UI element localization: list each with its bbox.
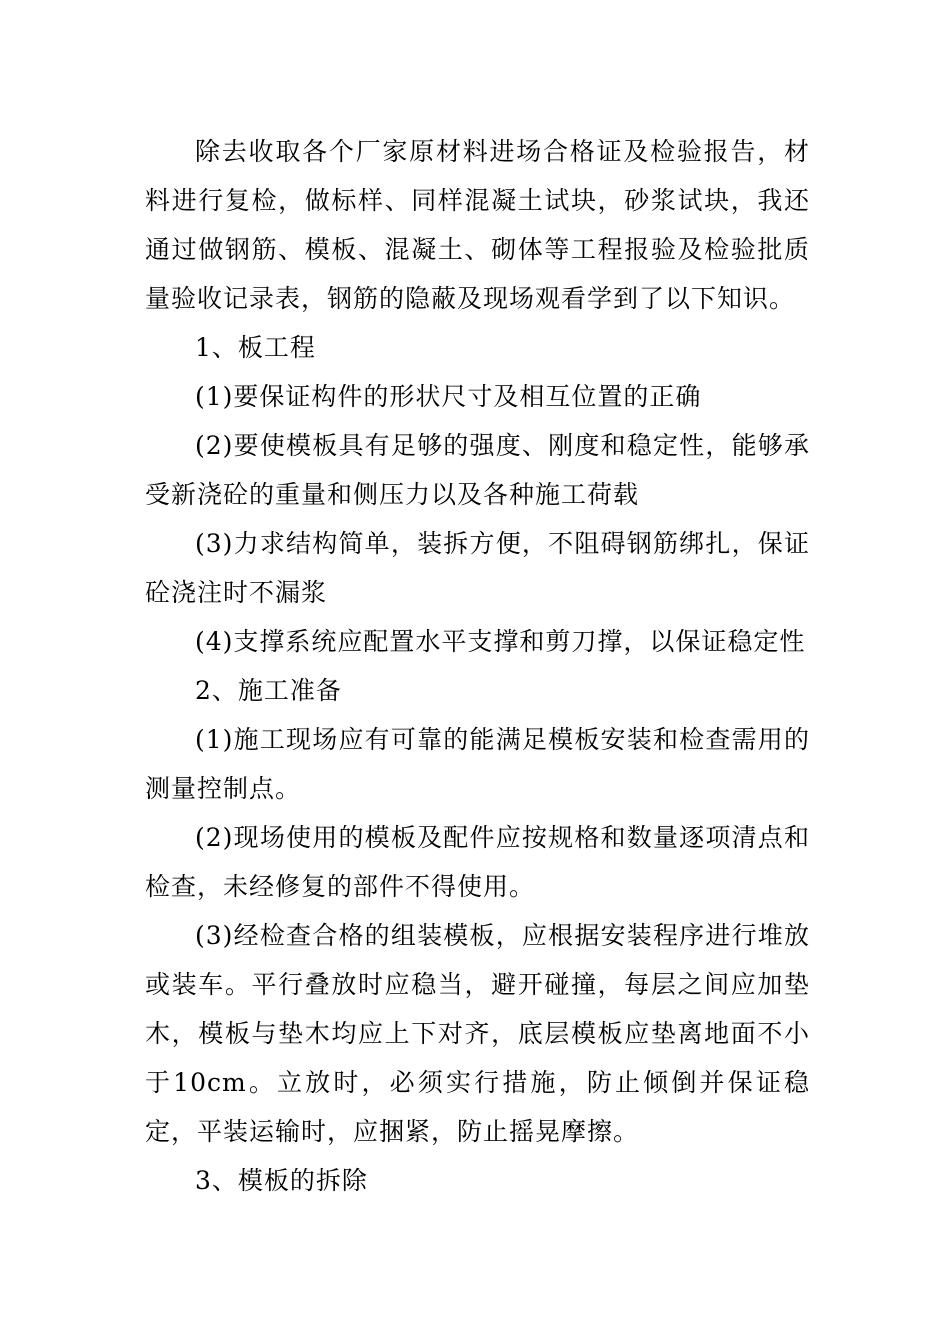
list-item-formwork-1: (1)要保证构件的形状尺寸及相互位置的正确 — [195, 382, 702, 411]
list-item-preparation-2: (2)现场使用的模板及配件应按规格和数量逐项清点和检查，未经修复的部件不得使用。 — [145, 823, 810, 901]
list-item-formwork-2: (2)要使模板具有足够的强度、刚度和稳定性，能够承受新浇砼的重量和侧压力以及各种施工荷载 — [145, 431, 810, 509]
paragraph-intro: 除去收取各个厂家原材料进场合格证及检验报告，材料进行复检，做标样、同样混凝土试块，砂浆试块，我还通过做钢筋、模板、混凝土、砌体等工程报验及检验批质量验收记录表，钢筋的隐蔽及现场观看学到了以下知识。 — [145, 137, 810, 313]
heading-formwork-engineering: 1、板工程 — [195, 333, 316, 362]
heading-construction-preparation: 2、施工准备 — [195, 676, 342, 705]
list-item-formwork-4: (4)支撑系统应配置水平支撑和剪刀撑，以保证稳定性 — [195, 627, 806, 656]
document-body — [145, 127, 810, 1205]
list-item-preparation-1: (1)施工现场应有可靠的能满足模板安装和检查需用的测量控制点。 — [145, 725, 810, 803]
list-item-formwork-3: (3)力求结构简单，装拆方便，不阻碍钢筋绑扎，保证砼浇注时不漏浆 — [145, 529, 810, 607]
heading-formwork-removal: 3、模板的拆除 — [195, 1166, 368, 1195]
list-item-preparation-3: (3)经检查合格的组装模板，应根据安装程序进行堆放或装车。平行叠放时应稳当，避开碰撞，每层之间应加垫木，模板与垫木均应上下对齐，底层模板应垫离地面不小于10cm。立放时，必须实行措施，防止倾倒并保证稳定，平装运输时，应捆紧，防止摇晃摩擦。 — [145, 921, 810, 1146]
